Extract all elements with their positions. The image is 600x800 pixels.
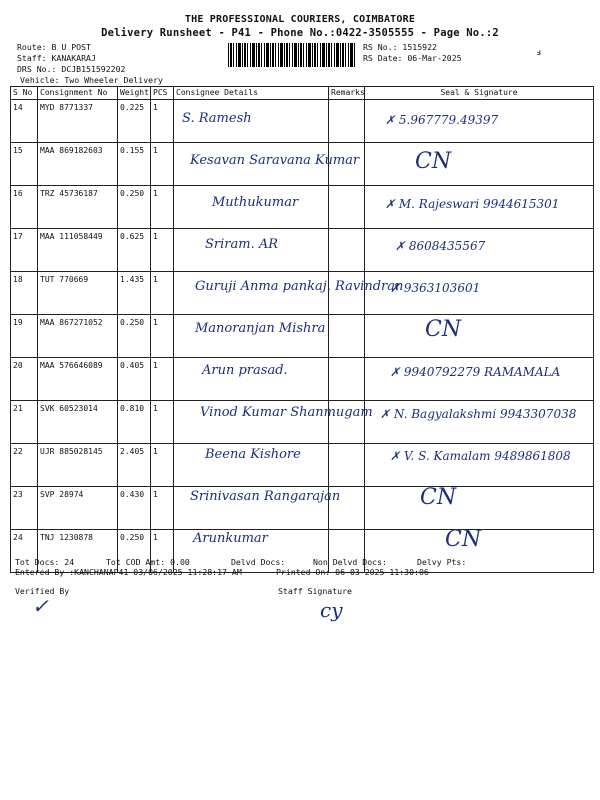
consignee-handwriting: Arunkumar	[193, 531, 268, 546]
cell-consignment: MAA 576646089	[38, 358, 118, 401]
header-seal: Seal & Signature	[365, 87, 594, 100]
cell-pcs: 1	[151, 186, 174, 229]
cell-weight: 0.250	[118, 530, 151, 573]
header-sno: S No	[11, 87, 38, 100]
seal-signature: ✗ 9940792279 RAMAMALA	[390, 365, 561, 379]
cell-pcs: 1	[151, 487, 174, 530]
cell-remarks	[329, 186, 365, 229]
seal-signature: ✗ N. Bagyalakshmi 9943307038	[380, 407, 577, 421]
cell-remarks	[329, 315, 365, 358]
cell-pcs: 1	[151, 100, 174, 143]
header-consignee: Consignee Details	[174, 87, 329, 100]
cell-weight: 0.430	[118, 487, 151, 530]
consignee-handwriting: Guruji Anma pankaj. Ravindran	[195, 279, 404, 294]
seal-signature: CN	[425, 317, 462, 342]
consignee-handwriting: Muthukumar	[212, 195, 299, 210]
cell-weight: 0.250	[118, 315, 151, 358]
cell-sno: 18	[11, 272, 38, 315]
cell-sno: 15	[11, 143, 38, 186]
cell-weight: 0.155	[118, 143, 151, 186]
cell-pcs: 1	[151, 315, 174, 358]
page-title: THE PROFESSIONAL COURIERS, COIMBATORE	[184, 14, 416, 25]
cell-weight: 0.405	[118, 358, 151, 401]
cell-weight: 0.225	[118, 100, 151, 143]
cell-weight: 1.435	[118, 272, 151, 315]
route: Route: B U POST	[17, 42, 91, 52]
non-delvd-docs: Non Delvd Docs:	[313, 557, 387, 567]
cell-weight: 0.625	[118, 229, 151, 272]
seal-signature: ✗ 8608435567	[395, 239, 486, 253]
seal-signature: ✗ 9363103601	[390, 281, 481, 295]
cell-sno: 22	[11, 444, 38, 487]
delvd-docs: Delvd Docs:	[231, 557, 286, 567]
tot-docs: Tot Docs: 24	[15, 557, 75, 567]
cell-pcs: 1	[151, 401, 174, 444]
consignee-handwriting: Sriram. AR	[205, 237, 279, 252]
cell-consignment: SVK 60523014	[38, 401, 118, 444]
cell-seal	[365, 358, 594, 401]
seal-signature: CN	[415, 149, 452, 174]
seal-signature: CN	[420, 485, 457, 510]
seal-signature: ✗ M. Rajeswari 9944615301	[385, 197, 560, 211]
staff-signature: Staff Signature	[278, 586, 352, 596]
consignee-handwriting: Srinivasan Rangarajan	[190, 489, 341, 504]
table-row	[11, 229, 594, 272]
cell-consignment: TRZ 45736187	[38, 186, 118, 229]
cell-seal	[365, 315, 594, 358]
cell-consignment: MAA 869182603	[38, 143, 118, 186]
cell-sno: 14	[11, 100, 38, 143]
table-header-row	[11, 87, 594, 100]
seal-signature: ✗ V. S. Kamalam 9489861808	[390, 449, 571, 463]
cell-seal	[365, 143, 594, 186]
consignee-handwriting: S. Ramesh	[182, 111, 252, 126]
cell-remarks	[329, 444, 365, 487]
consignee-handwriting: Vinod Kumar Shanmugam	[200, 405, 373, 420]
cell-pcs: 1	[151, 229, 174, 272]
cell-consignment: MAA 111058449	[38, 229, 118, 272]
cell-weight: 0.810	[118, 401, 151, 444]
cell-consignment: TNJ 1230878	[38, 530, 118, 573]
consignee-handwriting: Arun prasad.	[202, 363, 288, 378]
cell-weight: 2.405	[118, 444, 151, 487]
cell-pcs: 1	[151, 530, 174, 573]
rs-date: RS Date: 06-Mar-2025	[363, 53, 462, 63]
table-row	[11, 100, 594, 143]
printed-on: Printed On: 06-03-2025 11:30:06	[276, 567, 429, 577]
cell-consignment: MYD 8771337	[38, 100, 118, 143]
cell-remarks	[329, 100, 365, 143]
cell-sno: 23	[11, 487, 38, 530]
cell-pcs: 1	[151, 444, 174, 487]
cell-sno: 17	[11, 229, 38, 272]
vehicle: Vehicle: Two Wheeler Delivery	[20, 75, 163, 85]
drs-number: DRS No.: DCJB151592202	[17, 64, 126, 74]
cell-remarks	[329, 229, 365, 272]
seal-signature: ✗ 5.967779.49397	[385, 113, 499, 127]
cell-remarks	[329, 358, 365, 401]
header-remarks: Remarks	[329, 87, 365, 100]
header-weight: Weight	[118, 87, 151, 100]
cell-sno: 21	[11, 401, 38, 444]
cell-consignment: UJR 885028145	[38, 444, 118, 487]
header-consignment: Consignment No	[38, 87, 118, 100]
cell-pcs: 1	[151, 143, 174, 186]
staff: Staff: KANAKARAJ	[17, 53, 96, 63]
cell-consignment: MAA 867271052	[38, 315, 118, 358]
consignee-handwriting: Manoranjan Mishra	[195, 321, 326, 336]
cell-weight: 0.250	[118, 186, 151, 229]
cell-sno: 20	[11, 358, 38, 401]
cell-pcs: 1	[151, 358, 174, 401]
entered-by: Entered By :KANCHANAP41 03/06/2025 11:28:17 AM	[15, 567, 242, 577]
cell-seal	[365, 487, 594, 530]
runsheet-subtitle: Delivery Runsheet - P41 - Phone No.:0422-3505555 - Page No.:2	[101, 27, 499, 39]
header-pcs: PCS	[151, 87, 174, 100]
tot-cod: Tot COD Amt: 0.00	[106, 557, 190, 567]
staff-signature-mark: cy	[320, 598, 343, 622]
cell-sno: 16	[11, 186, 38, 229]
table-row	[11, 358, 594, 401]
verified-signature: ✓	[32, 594, 49, 618]
delvy-pts: Delvy Pts:	[417, 557, 467, 567]
cell-pcs: 1	[151, 272, 174, 315]
barcode	[228, 43, 355, 67]
tick-mark: ⅎ	[536, 48, 542, 58]
cell-sno: 19	[11, 315, 38, 358]
cell-consignment: SVP 28974	[38, 487, 118, 530]
rs-number: RS No.: 1515922	[363, 42, 437, 52]
consignee-handwriting: Beena Kishore	[205, 447, 301, 462]
consignee-handwriting: Kesavan Saravana Kumar	[190, 153, 360, 168]
cell-consignment: TUT 770669	[38, 272, 118, 315]
cell-sno: 24	[11, 530, 38, 573]
seal-signature: CN	[445, 527, 482, 552]
verified-by: Verified By	[15, 586, 70, 596]
